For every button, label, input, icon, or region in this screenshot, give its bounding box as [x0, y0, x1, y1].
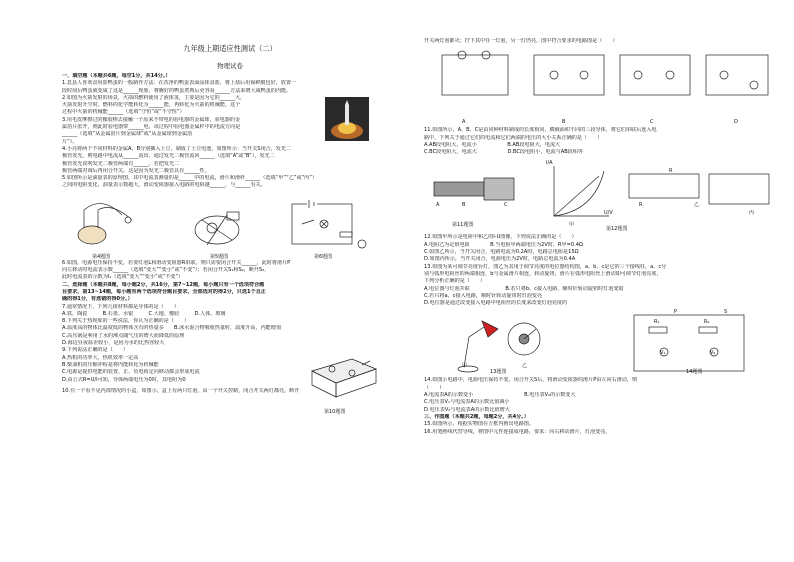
section-c: C [504, 202, 508, 209]
q10-label-a: A [462, 119, 466, 126]
fig12-caption: 第12题图 [606, 226, 628, 233]
fig14-v1: V₁ [660, 350, 666, 357]
section-fill-blank: 一、填空题（本题共6题，每空1分，共14分。） [62, 73, 171, 79]
q7-stem: 7.通常情况下，下列几组材料都是导体的是（ ） [62, 303, 179, 310]
q11-option-cd: C.BC段电阻大，电流大 D.BC段电阻小，电流与AB段相等 [424, 149, 583, 156]
q13-option-ab: A.电位器与灯泡并联 B.若只将b、c接入电路，顺时针转动旋钮时灯泡变暗 [424, 285, 624, 292]
q10-options-figure [424, 45, 776, 127]
fig14-slider: P [674, 309, 678, 316]
q10-label-c: C [650, 119, 654, 126]
q9-option-c: C.电源是提供电能的装置，正、负电荷定向移动都会形成电流 [62, 369, 200, 376]
q10-continued: 开关两灯泡都灭；拧下其中任一灯泡，另一灯仍亮，图中符合要求的电路图是（ ） [424, 38, 618, 44]
figures-11-12 [424, 156, 776, 234]
fig14-r1: R₁ [654, 319, 660, 326]
q13-line1: 13.如图为某可调节亮度台灯，图乙为其用于调节亮度的电位器结构图，a、b、c是它的三个接线柱，a、c分 [424, 263, 667, 270]
q14-option-d: D.电压表V₂与电流表A的示数比值增大 [424, 406, 510, 413]
fig10-box [302, 351, 382, 403]
q2-line1: 2.如图为火箭发射的场景，火箭的燃料使用了液体氢，主要是因为它的______大， [62, 94, 246, 101]
fig12-jia: 甲 [569, 222, 575, 229]
q3-line2: 属箔片张开，则此时验电器带______电，该过程中验电器金属杆中的电流方向是 [62, 124, 241, 131]
right-column [424, 0, 776, 436]
q8-option-c: C.高压锅是利用了水的沸点随气压的增大而降低的原理 [62, 332, 185, 339]
q4-line1: 4.小亮将两个不同材料的金属A、B分别插入土豆，制成了土豆电池，如图所示：当开关S闭合，发光二 [62, 145, 292, 152]
q8-stem: 8.下列关于热现象的一些说法，你认为正确的是（ ） [62, 318, 190, 325]
q1-line1: 1.息县人喜欢食用盐鸭蛋的一般制作方法：在洗净的鸭蛋表面涂抹食盐，将上盐后用保鲜膜包好，放置一 [62, 80, 297, 87]
q9-option-a: A.热机的功率大，热机效率一定高 [62, 354, 139, 361]
q7-options: A.铁、陶瓷 B.石墨、水银 C.大地、橡胶 D.人体、玻璃 [62, 310, 226, 317]
section-drawing: 三、作图题（本题共2题，每题2分，共4分。） [424, 413, 529, 420]
q6-line3: 此时电流表的示数为I₁（选填“变大”“变小”或“不变”） [62, 274, 184, 281]
fig13-jia: 甲 [462, 363, 468, 370]
q10-label-d: D [734, 119, 738, 126]
q14-option-c: C.电压表V₁与电流表A的示数比值减小 [424, 399, 510, 406]
fig10-caption: 第10题图 [324, 408, 346, 415]
q12-stem: 12.如图甲所示是电阻甲和乙的I-U图像，下列说法正确的是（ ） [424, 234, 577, 241]
q13-line3: 下列分析正确的是（ ） [424, 278, 486, 285]
fig14-caption: 14题图 [686, 369, 703, 376]
q9-option-d: D.由公式R=U/I可知，导体两端电压为0时，其电阻为0 [62, 376, 186, 383]
figure-row-right-2 [424, 307, 776, 377]
q12-option-ab: A.电阻乙为定值电阻 B.当电阻甲两端电压为2V时，R甲=0.4Ω [424, 241, 583, 248]
fig11-caption: 第11题图 [452, 222, 474, 229]
fig12-bing: 丙 [749, 210, 755, 217]
q6-line2: 向左移动时电流表示数______（选填“变大”“变小”或“不变”）；若闭合开关S₁和S₂，断开S₃， [62, 267, 270, 274]
axis-i: I/A [546, 160, 553, 167]
q9-option-b: B.柴油机的压缩冲程是将内能转化为机械能 [62, 361, 159, 368]
section-choice-line1: 二、选择题（本题共8题，每小题2分，共16分，第7~12题，每小题只有一个选项符合题 [62, 281, 265, 288]
left-column [62, 0, 398, 415]
q4-line2: 极管发光，则电路中电流从______流出，通过发光二极管流回______（选填“A”或“B”），发光二 [62, 153, 275, 160]
q10-label-b: B [562, 119, 566, 126]
fig12-yi: 乙 [694, 202, 700, 209]
figure-row-left [62, 190, 398, 260]
q4-line4: 极管两端对调后再闭合开关，这是因为发光二极管具有______性。 [62, 167, 210, 174]
axis-u: U/V [604, 210, 613, 217]
q1-line2: 段时间后鸭蛋就变咸了这是______现象，将腌好的鸭蛋煮熟后更容易______方法来增大咸鸭蛋的内能。 [62, 87, 292, 94]
fig14-r2: R₂ [704, 319, 710, 326]
q13-option-d: D.电位器是通过改变接入电路中电阻丝的长度来改变灯泡亮度的 [424, 300, 568, 307]
q3-line3: ______（选填“从金属箔片到金属球”或“从金属球到金属箔 [62, 131, 193, 138]
fig4-caption: 第4题图 [92, 253, 111, 260]
q3-line1: 3.用毛皮摩擦过的橡胶棒去接触一个原来不带电的验电器的金属球，验电器的金 [62, 116, 241, 123]
fig5-caption: 第5题图 [210, 253, 229, 260]
q8-option-ab: A.温度高的物体比温度低的物体含有的热量多 B.冰水混合物吸收热量时，温度升高，内能增加 [62, 325, 281, 332]
q10-stem: 10.有一个看不见内部情况的小盒，如图示，盒上有两只灯泡，由一个开关控制，闭合开关两灯都亮，断开 [62, 387, 300, 394]
fig13-caption: 13题图 [490, 369, 507, 376]
section-b: B [462, 202, 466, 209]
fig14-v2: V₂ [710, 350, 716, 357]
q2-line3: 过程中火箭的机械能______（选填“守恒”或“不守恒”） [62, 109, 185, 116]
q10-circuits [424, 45, 776, 127]
q14-line1: 14.如图示电路中，电源电压保持不变，闭合开关S后，将滑动变阻器的滑片P由左向右滑动，则 [424, 377, 638, 384]
q11-option-ab: A.AB段电阻大，电流小 B.AB段电阻大，电流大 [424, 141, 561, 148]
q13-option-c: C.若只将a、c接入电路，顺时针转动旋钮时灯泡变亮 [424, 292, 543, 299]
q12-option-c: C.如图乙所示，当开关闭合，电路电流为0.2A时，电路总电阻是15Ω [424, 249, 579, 256]
q11-line1: 11.如图所示，A、B、C是由同种材料制成的长度相同，横截面积不同的三段导体，将它们串联后连入电 [424, 127, 657, 134]
q13-line2: 别与弧形电阻丝的两端相连，b与金属滑片相连，转动旋钮，滑片在弧形电阻丝上滑动即可调节灯泡亮度， [424, 270, 662, 277]
subject-title: 物理试卷 [217, 62, 243, 70]
q15: 15.如图所示，根据实物图在方框内画出电路图。 [424, 421, 534, 428]
q6-line1: 6.如图，电源电压保持不变，若要灯泡L和滑动变阻器R串联，则只需要闭合开关______，此时将滑片P [62, 259, 291, 266]
q12-option-d: D.如图丙所示，当开关闭合，电源电压为2V时，电路总电流为0.4A [424, 256, 576, 263]
figures-4-5-6 [62, 190, 398, 260]
fig12-resistor-r: R [639, 202, 643, 209]
figures-13-14 [424, 307, 776, 377]
fig14-switch: S [724, 309, 728, 316]
section-choice-line3: 确的得1分，有选错的得0分。） [62, 296, 133, 303]
fig6-caption: 第6题图 [314, 253, 333, 260]
q14-option-ab: A.电流表A的示数变小 B.电压表V₂的示数变大 [424, 392, 576, 399]
section-a: A [436, 202, 440, 209]
q14-line2: （ ） [424, 384, 445, 391]
q16: 16.用笔画线代替导线，将图中元件连接成电路，要求：向右移动滑片，灯泡变亮。 [424, 428, 611, 435]
q3-line4: 片”）。 [62, 138, 78, 145]
section-choice-line2: 目要求，第13~14题，每小题有两个选项符合题目要求，全部选对的得2分，只选1个且正 [62, 288, 266, 295]
q5-line1: 5.如图所示是油量表的原理图，其中电流表测量的是______中的电流，滑片和滑杆______（选填“甲”“乙”或“丙”） [62, 175, 318, 182]
fig12-resistor-rz: R [669, 168, 673, 175]
q9-stem: 9.下列说法正确的是（ ） [62, 347, 128, 354]
q8-option-d: D.海边昼夜温差较小，是因为水的比热容较大 [62, 340, 165, 347]
q5-line2: 之间的电阻变化，油量表示数越大，滑动变阻器接入电路的电阻越______，与______有关。 [62, 182, 266, 189]
q4-line3: 极管发光说明发光二极管两端有______，若把发光二 [62, 160, 180, 167]
q11-line2: 路中，下列关于通过它们的电流和它们两端的电压的大小关系正确的是（ ） [424, 134, 603, 141]
rocket-photo [325, 97, 369, 141]
figure-row-right [424, 156, 776, 234]
fig13-yi: 乙 [522, 363, 528, 370]
q2-line2: 火箭发射升空时，燃料的化学能转化为______能，再转化为火箭的机械能，这个 [62, 102, 241, 109]
exam-title: 九年级上期适应性测试（二） [183, 44, 277, 53]
